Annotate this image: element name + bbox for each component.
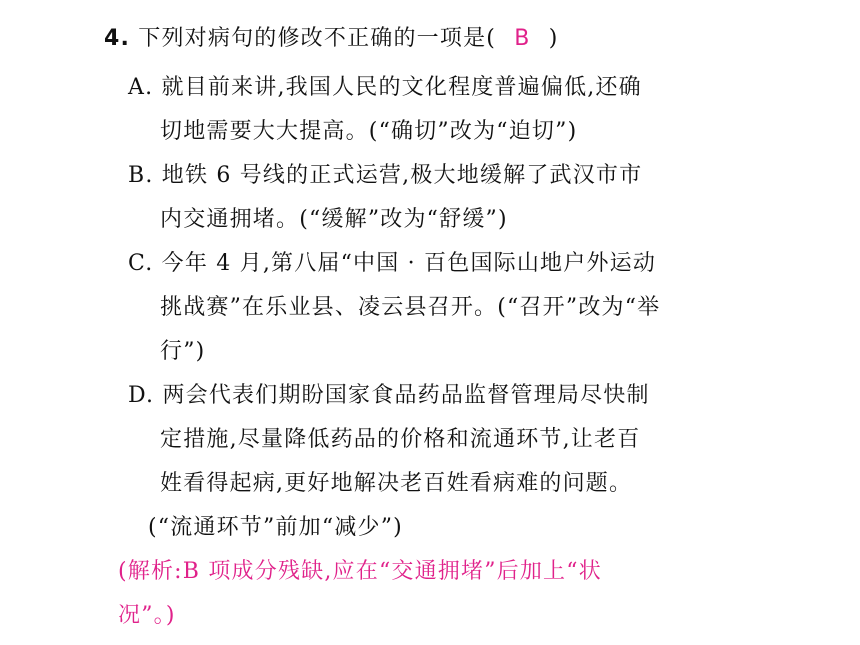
option-c-line-2: 挑战赛”在乐业县、凌云县召开。(“召开”改为“举 <box>160 295 661 320</box>
question-stem-close: ) <box>548 26 559 51</box>
option-d-line-1: D. 两会代表们期盼国家食品药品监督管理局尽快制 <box>128 383 650 408</box>
question-stem-text: 下列对病句的修改不正确的一项是( <box>138 26 497 51</box>
analysis-line-1: (解析:B 项成分残缺,应在“交通拥堵”后加上“状 <box>118 559 602 584</box>
option-a-line-2: 切地需要大大提高。(“确切”改为“迫切”) <box>160 119 578 144</box>
option-d-line-4: (“流通环节”前加“减少”) <box>148 515 403 540</box>
option-b-line-2: 内交通拥堵。(“缓解”改为“舒缓”) <box>160 207 508 232</box>
option-a-line-1: A. 就目前来讲,我国人民的文化程度普遍偏低,还确 <box>128 75 642 100</box>
option-b-line-1: B. 地铁 6 号线的正式运营,极大地缓解了武汉市市 <box>128 163 643 188</box>
question-number: 4. <box>104 26 131 51</box>
option-d-line-2: 定措施,尽量降低药品的价格和流通环节,让老百 <box>160 427 641 452</box>
analysis-line-2: 况”。) <box>118 603 176 628</box>
answer-letter: B <box>514 26 531 51</box>
option-c-line-1: C. 今年 4 月,第八届“中国 · 百色国际山地户外运动 <box>128 251 657 276</box>
question-stem <box>104 24 559 54</box>
option-c-line-3: 行”) <box>160 339 206 364</box>
option-d-line-3: 姓看得起病,更好地解决老百姓看病难的问题。 <box>160 471 633 496</box>
